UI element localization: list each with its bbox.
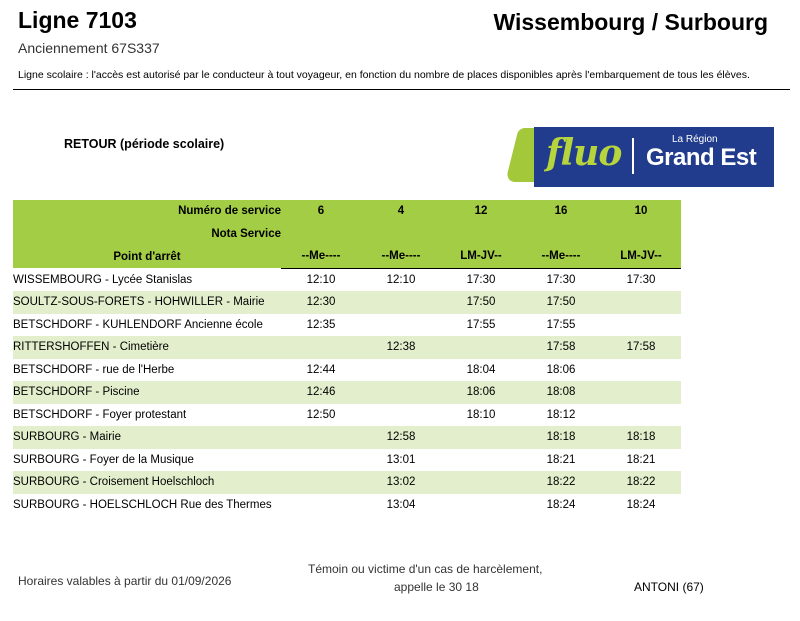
departure-time: 18:18 bbox=[521, 426, 601, 449]
nota-service-label: Nota Service bbox=[13, 223, 281, 246]
departure-time bbox=[281, 426, 361, 449]
service-number: 10 bbox=[601, 200, 681, 223]
departure-time bbox=[601, 381, 681, 404]
table-row bbox=[13, 268, 681, 291]
departure-time: 18:12 bbox=[546, 408, 576, 421]
stop-name: BETSCHDORF - Foyer protestant bbox=[13, 408, 187, 421]
departure-time: 18:21 bbox=[546, 453, 576, 466]
stop-name: BETSCHDORF - rue de l'Herbe bbox=[13, 363, 175, 376]
school-line-note: Ligne scolaire : l'accès est autorisé par le conducteur à tout voyageur, en fonction du nombre de places disponibles après l'embarquement de tous les élèves. bbox=[18, 69, 750, 81]
departure-time: 13:01 bbox=[386, 453, 416, 466]
service-number: 4 bbox=[361, 200, 441, 223]
table-row bbox=[13, 426, 681, 449]
departure-time: 18:21 bbox=[626, 453, 656, 466]
operating-days: --Me---- bbox=[361, 245, 441, 268]
service-number: 6 bbox=[281, 200, 361, 223]
departure-time: 12:35 bbox=[306, 318, 336, 331]
departure-time: 18:08 bbox=[521, 381, 601, 404]
departure-time: 18:22 bbox=[601, 471, 681, 494]
departure-time bbox=[361, 381, 441, 404]
logo-region-text: La Région bbox=[672, 134, 718, 145]
stop-name: BETSCHDORF - KUHLENDORF Ancienne école bbox=[13, 318, 263, 331]
departure-time: 18:06 bbox=[546, 363, 576, 376]
line-subtitle: Anciennement 67S337 bbox=[18, 40, 160, 56]
departure-time bbox=[441, 471, 521, 494]
table-row bbox=[13, 404, 681, 427]
table-row bbox=[13, 291, 681, 314]
table-row bbox=[13, 359, 681, 382]
departure-time: 12:50 bbox=[306, 408, 336, 421]
departure-time: 17:30 bbox=[626, 273, 656, 286]
departure-time: 18:06 bbox=[441, 381, 521, 404]
route-title: Wissembourg / Surbourg bbox=[493, 9, 768, 35]
service-number: 16 bbox=[521, 200, 601, 223]
departure-time bbox=[361, 314, 441, 337]
departure-time: 17:30 bbox=[546, 273, 576, 286]
nota-cell bbox=[281, 223, 361, 246]
nota-cell bbox=[441, 223, 521, 246]
departure-time: 12:10 bbox=[306, 273, 336, 286]
departure-time: 13:04 bbox=[386, 498, 416, 511]
stop-name: SOULTZ-SOUS-FORETS - HOHWILLER - Mairie bbox=[13, 291, 281, 314]
departure-time: 12:10 bbox=[386, 273, 416, 286]
departure-time: 17:50 bbox=[521, 291, 601, 314]
departure-time bbox=[281, 449, 361, 472]
fluo-grand-est-logo bbox=[512, 122, 774, 192]
departure-time bbox=[281, 494, 361, 517]
operating-days: --Me---- bbox=[521, 245, 601, 268]
departure-time: 12:30 bbox=[281, 291, 361, 314]
operating-days: --Me---- bbox=[281, 245, 361, 268]
nota-cell bbox=[521, 223, 601, 246]
departure-time: 17:55 bbox=[466, 318, 496, 331]
table-row bbox=[13, 449, 681, 472]
departure-time bbox=[281, 471, 361, 494]
departure-time bbox=[281, 336, 361, 359]
service-number-label: Numéro de service bbox=[13, 200, 281, 223]
departure-time: 13:02 bbox=[361, 471, 441, 494]
departure-time: 18:24 bbox=[546, 498, 576, 511]
stop-name: SURBOURG - Croisement Hoelschloch bbox=[13, 471, 281, 494]
table-row bbox=[13, 494, 681, 517]
departure-time bbox=[601, 291, 681, 314]
departure-time: 17:50 bbox=[441, 291, 521, 314]
logo-fluo-text: fluo bbox=[546, 132, 622, 174]
departure-time bbox=[441, 336, 521, 359]
validity-date: Horaires valables à partir du 01/09/2026 bbox=[18, 574, 232, 588]
operating-days: LM-JV-- bbox=[601, 245, 681, 268]
direction-label: RETOUR (période scolaire) bbox=[64, 137, 225, 151]
departure-time bbox=[601, 359, 681, 382]
harassment-notice: Témoin ou victime d'un cas de harcèlement, bbox=[308, 562, 543, 576]
service-number: 12 bbox=[441, 200, 521, 223]
departure-time: 17:55 bbox=[546, 318, 576, 331]
departure-time bbox=[441, 449, 521, 472]
departure-time: 18:18 bbox=[601, 426, 681, 449]
departure-time: 12:38 bbox=[361, 336, 441, 359]
departure-time bbox=[361, 291, 441, 314]
logo-grand-est-text: Grand Est bbox=[646, 144, 757, 171]
stop-name: SURBOURG - Foyer de la Musique bbox=[13, 453, 194, 466]
table-row bbox=[13, 471, 681, 494]
departure-time bbox=[601, 314, 681, 337]
stop-name: SURBOURG - Mairie bbox=[13, 426, 281, 449]
departure-time: 12:46 bbox=[281, 381, 361, 404]
timetable bbox=[13, 200, 681, 516]
stop-column-header: Point d'arrêt bbox=[13, 245, 281, 268]
operating-days-row bbox=[13, 245, 681, 268]
departure-time: 18:22 bbox=[521, 471, 601, 494]
departure-time bbox=[361, 404, 441, 427]
nota-cell bbox=[361, 223, 441, 246]
departure-time: 17:58 bbox=[521, 336, 601, 359]
nota-service-row bbox=[13, 223, 681, 246]
departure-time: 18:10 bbox=[466, 408, 496, 421]
harassment-phone: appelle le 30 18 bbox=[394, 580, 479, 594]
departure-time: 18:04 bbox=[466, 363, 496, 376]
stop-name: SURBOURG - HOELSCHLOCH Rue des Thermes bbox=[13, 498, 272, 511]
logo-divider bbox=[632, 138, 634, 174]
service-number-row bbox=[13, 200, 681, 223]
table-row bbox=[13, 314, 681, 337]
line-title: Ligne 7103 bbox=[18, 7, 137, 33]
departure-time: 17:58 bbox=[601, 336, 681, 359]
operator-name: ANTONI (67) bbox=[634, 580, 704, 594]
stop-name: RITTERSHOFFEN - Cimetière bbox=[13, 336, 281, 359]
table-row bbox=[13, 381, 681, 404]
departure-time: 12:58 bbox=[361, 426, 441, 449]
departure-time: 18:24 bbox=[626, 498, 656, 511]
nota-cell bbox=[601, 223, 681, 246]
header-divider bbox=[13, 89, 790, 90]
departure-time bbox=[361, 359, 441, 382]
departure-time bbox=[441, 426, 521, 449]
stop-name: WISSEMBOURG - Lycée Stanislas bbox=[13, 273, 193, 286]
departure-time: 17:30 bbox=[466, 273, 496, 286]
departure-time bbox=[441, 494, 521, 517]
operating-days: LM-JV-- bbox=[441, 245, 521, 268]
table-row bbox=[13, 336, 681, 359]
stop-name: BETSCHDORF - Piscine bbox=[13, 381, 281, 404]
departure-time: 12:44 bbox=[306, 363, 336, 376]
departure-time bbox=[601, 404, 681, 427]
